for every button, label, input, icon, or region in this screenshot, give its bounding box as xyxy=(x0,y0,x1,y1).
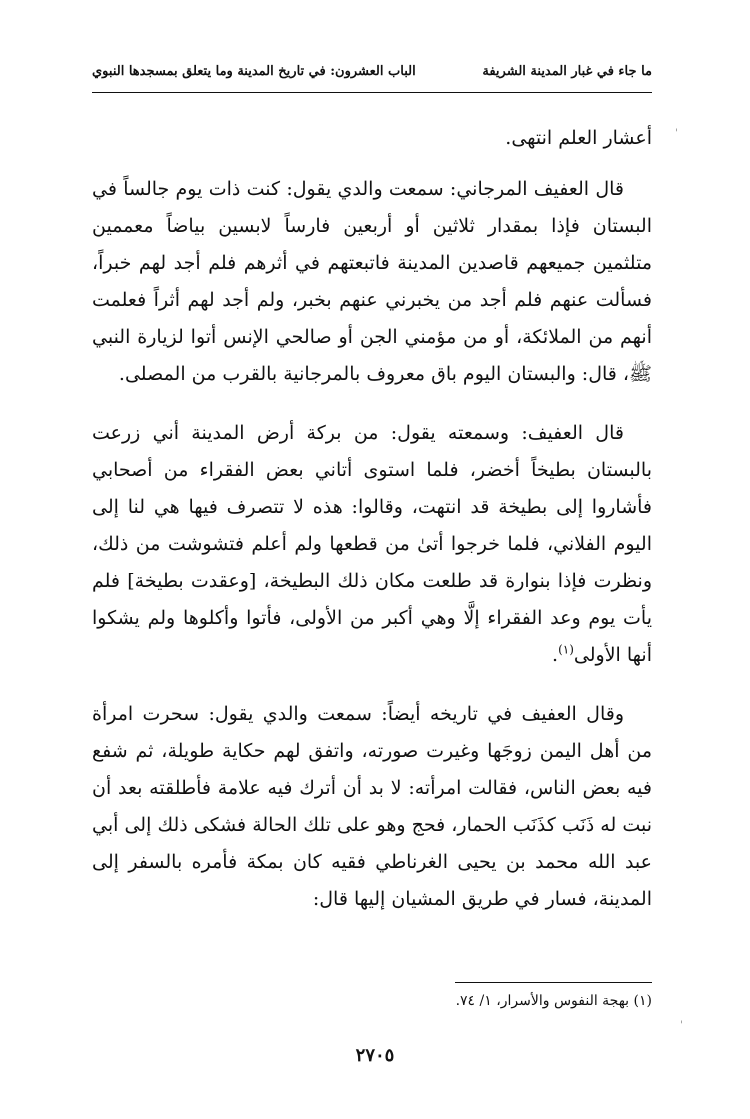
footnote-rule xyxy=(455,982,652,983)
footnote-text: بهجة النفوس والأسرار، ١/ ٧٤. xyxy=(455,993,630,1009)
main-text xyxy=(92,120,652,940)
paragraph-3-text: قال العفيف: وسمعته يقول: من بركة أرض المدينة أني زرعت بالبستان بطيخاً أخضر، فلما استوى أتاني بعض الفقراء من أصحابي فأشاروا إلى بطيخة قد انتهت، وقالوا: هذه لا تتصرف فيها هي لنا إلى اليوم الفلاني، فلما خرجوا أتىٰ من قطعها ولم أعلم فتشوشت من ذلك، ونظرت فإذا بنوارة قد طلعت مكان ذلك البطيخة، [وعقدت بطيخة] فلم يأت يوم وعد الفقراء إلَّا وهي أكبر من الأولى، فأتوا وأكلوها ولم يشكوا أنها الأولى xyxy=(92,422,652,666)
paragraph-1: أعشار العلم انتهى. xyxy=(505,127,652,149)
page-number: ٢٧٠٥ xyxy=(355,1045,395,1066)
margin-speck: ' xyxy=(680,1020,683,1031)
margin-speck: ' xyxy=(675,128,678,139)
paragraph-2: قال العفيف المرجاني: سمعت والدي يقول: كنت ذات يوم جالساً في البستان فإذا بمقدار ثلاثين أو أربعين فارساً لابسين بياضاً معممين متلثمين جميعهم قاصدين المدينة فاتبعتهم في أثرهم فلم أجد لهم خبراً، فسألت عنهم فلم أجد من يخبرني عنهم بخبر، ولم أجد لهم أثراً فعلمت أنهم من الملائكة، أو من مؤمني الجن أو صالحي الإنس أتوا لزيارة النبي ﷺ، قال: والبستان اليوم باق معروف بالمرجانية بالقرب من المصلى. xyxy=(92,178,652,385)
book-title: ما جاء في غبار المدينة الشريفة xyxy=(482,63,652,79)
footnote xyxy=(92,990,652,1012)
paragraph-3 xyxy=(92,415,652,674)
paragraph-3-end: . xyxy=(552,644,559,666)
footnote-reference[interactable]: (١) xyxy=(558,642,574,657)
footnote-marker: (١) xyxy=(633,993,652,1009)
header-rule xyxy=(92,92,652,93)
running-header xyxy=(92,58,652,84)
chapter-title: الباب العشرون: في تاريخ المدينة وما يتعلق بمسجدها النبوي xyxy=(92,63,416,79)
paragraph-4: وقال العفيف في تاريخه أيضاً: سمعت والدي يقول: سحرت امرأة من أهل اليمن زوجَها وغيرت صورته، واتفق لهم حكاية طويلة، ثم شفع فيه بعض الناس، فقالت امرأته: لا بد أن أترك فيه علامة فأطلقته بعد أن نبت له ذَنَب كذَنَب الحمار، فحج وهو على تلك الحالة فشكى ذلك إلى أبي عبد الله محمد بن يحيى الغرناطي فقيه كان بمكة فأمره بالسفر إلى المدينة، فسار في طريق المشيان إليها قال: xyxy=(92,703,652,910)
